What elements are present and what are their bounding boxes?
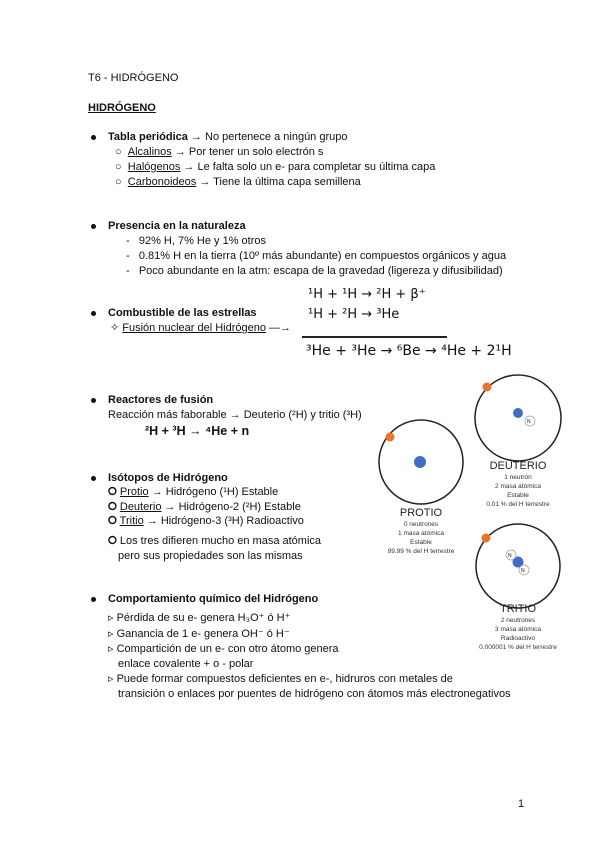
list-item: ⭘ Deuterio → Hidrógeno-2 (²H) Estable: [108, 501, 301, 513]
tritio-atom: [476, 524, 560, 608]
electron: [483, 383, 492, 392]
deuterio-caption: DEUTERIO 1 neutrón 2 masa atómica Estable 0.01 % del H terrestre: [486, 460, 550, 508]
page-number: 1: [518, 798, 525, 810]
handwritten-equation: ³He + ³He → ⁶Be → ⁴He + 2¹H: [306, 343, 512, 359]
list-item: - 92% H, 7% He y 1% otros: [126, 235, 267, 247]
comportamiento-title: Comportamiento químico del Hidrógeno: [108, 593, 319, 605]
neutron-label: N: [527, 419, 531, 425]
electron: [482, 534, 491, 543]
presencia-title: Presencia en la naturaleza: [108, 220, 246, 232]
section-heading: HIDRÓGENO: [88, 102, 156, 114]
neutron-label: N: [521, 568, 525, 574]
list-item: ▹ Puede formar compuestos deficientes en e-, hidruros con metales de: [108, 673, 453, 685]
fusion-line: ✧ Fusión nuclear del Hidrógeno —→: [110, 322, 292, 334]
electron: [386, 433, 395, 442]
list-item: ○ Alcalinos → Por tener un solo electrón s: [115, 146, 324, 158]
list-item: ▹ Ganancia de 1 e- genera OH⁻ ó H⁻: [108, 628, 290, 640]
list-item-cont: enlace covalente + o - polar: [118, 658, 254, 670]
list-item: ▹ Compartición de un e- con otro átomo genera: [108, 643, 339, 655]
proton: [513, 408, 523, 418]
fusion-equation: ²H + ³H → ⁴He + n: [145, 424, 250, 438]
handwritten-equation: ¹H + ¹H → ²H + β⁺: [308, 287, 426, 302]
list-item: ○ Carbonoideos → Tiene la última capa semillena: [115, 176, 361, 188]
handwritten-equation: ¹H + ²H → ³He: [308, 307, 400, 322]
list-item: ⭘ Protio → Hidrógeno (¹H) Estable: [108, 486, 279, 498]
proton: [414, 456, 426, 468]
neutron-label: N: [508, 553, 512, 559]
deuterio-atom: [475, 375, 561, 461]
list-item: - Poco abundante en la atm: escapa de la gravedad (ligereza y difusibilidad): [126, 265, 503, 277]
protio-atom: [379, 420, 463, 504]
list-item: ▹ Pérdida de su e- genera H₃O⁺ ó H⁺: [108, 612, 291, 624]
isotopos-title: Isótopos de Hidrógeno: [108, 472, 228, 484]
reactores-line: Reacción más faborable → Deuterio (²H) y tritio (³H): [108, 409, 362, 421]
list-item: ○ Halógenos → Le falta solo un e- para completar su última capa: [115, 161, 436, 173]
protio-caption: PROTIO 0 neutrones 1 masa atómica Estable 99.99 % del H terrestre: [387, 507, 455, 555]
tabla-line: Tabla periódica → No pertenece a ningún grupo: [108, 131, 348, 143]
list-item: ⭘ Los tres difieren mucho en masa atómica: [108, 535, 322, 547]
list-item-cont: transición o enlaces por puentes de hidrógeno con átomos más electronegativos: [118, 688, 511, 700]
reactores-title: Reactores de fusión: [108, 394, 214, 406]
list-item: - 0.81% H en la tierra (10º más abundante) en compuestos orgánicos y agua: [126, 250, 507, 262]
doc-title: T6 - HIDRÓGENO: [88, 72, 179, 84]
combustible-title: Combustible de las estrellas: [108, 307, 257, 319]
list-item: ⭘ Tritio → Hidrógeno-3 (³H) Radioactivo: [108, 515, 304, 527]
list-item-cont: pero sus propiedades son las mismas: [118, 550, 303, 562]
tritio-caption: TRITIO 2 neutrones 3 masa atómica Radioactivo 0.000001 % del H terrestre: [479, 603, 557, 651]
